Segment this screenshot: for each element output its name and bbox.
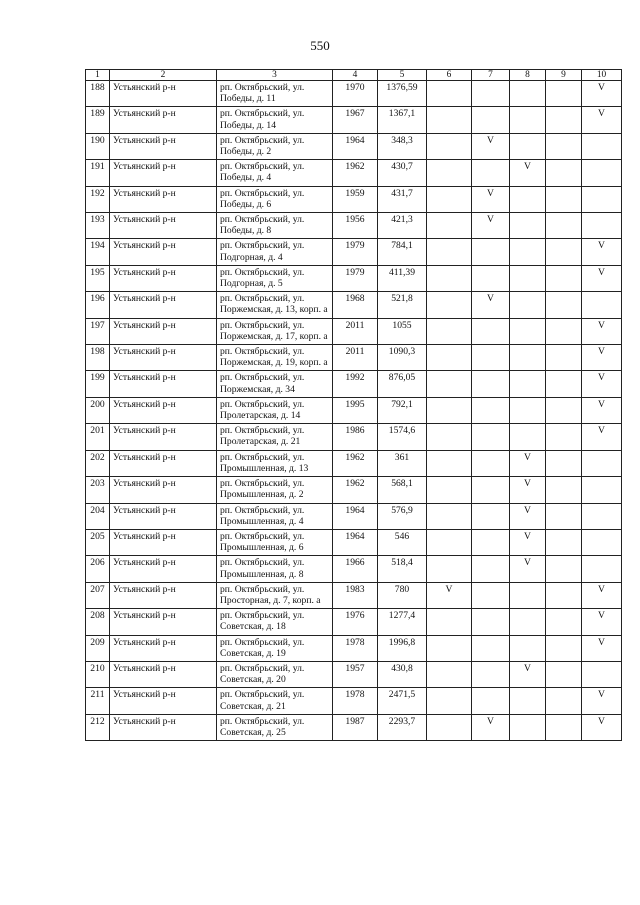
district-cell: Устьянский р-н (110, 213, 217, 239)
year-cell: 1964 (333, 529, 378, 555)
mark-cell-7 (472, 529, 510, 555)
mark-cell-8 (510, 424, 546, 450)
mark-cell-6 (427, 371, 472, 397)
area-cell: 430,7 (378, 160, 427, 186)
year-cell: 1995 (333, 397, 378, 423)
mark-cell-10: V (582, 81, 622, 107)
mark-cell-7 (472, 107, 510, 133)
mark-cell-9 (546, 450, 582, 476)
mark-cell-8 (510, 714, 546, 740)
mark-cell-6 (427, 635, 472, 661)
area-cell: 792,1 (378, 397, 427, 423)
mark-cell-6 (427, 133, 472, 159)
area-cell: 876,05 (378, 371, 427, 397)
mark-cell-8 (510, 265, 546, 291)
table-row (86, 477, 622, 503)
table-row (86, 529, 622, 555)
mark-cell-9 (546, 635, 582, 661)
year-cell: 1964 (333, 503, 378, 529)
row-number: 207 (86, 582, 110, 608)
year-cell: 1986 (333, 424, 378, 450)
mark-cell-8 (510, 81, 546, 107)
mark-cell-9 (546, 265, 582, 291)
mark-cell-7: V (472, 186, 510, 212)
area-cell: 1376,59 (378, 81, 427, 107)
district-cell: Устьянский р-н (110, 582, 217, 608)
table-row (86, 450, 622, 476)
row-number: 194 (86, 239, 110, 265)
address-cell: рп. Октябрьский, ул. Просторная, д. 7, корп. а (217, 582, 333, 608)
year-cell: 1979 (333, 239, 378, 265)
mark-cell-10: V (582, 582, 622, 608)
mark-cell-8 (510, 345, 546, 371)
table-row (86, 635, 622, 661)
row-number: 196 (86, 292, 110, 318)
area-cell: 421,3 (378, 213, 427, 239)
area-cell: 361 (378, 450, 427, 476)
address-cell: рп. Октябрьский, ул. Промышленная, д. 4 (217, 503, 333, 529)
mark-cell-9 (546, 318, 582, 344)
mark-cell-9 (546, 582, 582, 608)
mark-cell-9 (546, 424, 582, 450)
column-header-4: 4 (333, 70, 378, 81)
address-cell: рп. Октябрьский, ул. Советская, д. 20 (217, 661, 333, 687)
mark-cell-8 (510, 133, 546, 159)
table-row (86, 107, 622, 133)
column-header-3: 3 (217, 70, 333, 81)
year-cell: 1983 (333, 582, 378, 608)
table-header-row (86, 70, 622, 81)
area-cell: 1090,3 (378, 345, 427, 371)
mark-cell-9 (546, 213, 582, 239)
mark-cell-8 (510, 213, 546, 239)
mark-cell-9 (546, 160, 582, 186)
mark-cell-8 (510, 609, 546, 635)
mark-cell-9 (546, 107, 582, 133)
district-cell: Устьянский р-н (110, 160, 217, 186)
address-cell: рп. Октябрьский, ул. Победы, д. 4 (217, 160, 333, 186)
mark-cell-8 (510, 239, 546, 265)
area-cell: 518,4 (378, 556, 427, 582)
mark-cell-9 (546, 688, 582, 714)
row-number: 212 (86, 714, 110, 740)
area-cell: 1367,1 (378, 107, 427, 133)
year-cell: 1962 (333, 477, 378, 503)
mark-cell-7 (472, 424, 510, 450)
row-number: 195 (86, 265, 110, 291)
mark-cell-6 (427, 160, 472, 186)
address-cell: рп. Октябрьский, ул. Победы, д. 14 (217, 107, 333, 133)
district-cell: Устьянский р-н (110, 688, 217, 714)
mark-cell-10 (582, 661, 622, 687)
mark-cell-7: V (472, 133, 510, 159)
year-cell: 1966 (333, 556, 378, 582)
district-cell: Устьянский р-н (110, 345, 217, 371)
table-row (86, 318, 622, 344)
district-cell: Устьянский р-н (110, 107, 217, 133)
area-cell: 2293,7 (378, 714, 427, 740)
mark-cell-7 (472, 160, 510, 186)
mark-cell-10: V (582, 318, 622, 344)
column-header-6: 6 (427, 70, 472, 81)
mark-cell-9 (546, 529, 582, 555)
row-number: 201 (86, 424, 110, 450)
mark-cell-6 (427, 503, 472, 529)
mark-cell-7: V (472, 213, 510, 239)
row-number: 204 (86, 503, 110, 529)
mark-cell-9 (546, 186, 582, 212)
mark-cell-8 (510, 582, 546, 608)
mark-cell-7 (472, 318, 510, 344)
mark-cell-9 (546, 609, 582, 635)
mark-cell-8 (510, 186, 546, 212)
area-cell: 568,1 (378, 477, 427, 503)
area-cell: 1574,6 (378, 424, 427, 450)
mark-cell-10 (582, 477, 622, 503)
row-number: 191 (86, 160, 110, 186)
table-row (86, 397, 622, 423)
address-cell: рп. Октябрьский, ул. Подгорная, д. 5 (217, 265, 333, 291)
district-cell: Устьянский р-н (110, 186, 217, 212)
year-cell: 1987 (333, 714, 378, 740)
mark-cell-8: V (510, 450, 546, 476)
address-cell: рп. Октябрьский, ул. Победы, д. 6 (217, 186, 333, 212)
row-number: 189 (86, 107, 110, 133)
column-header-1: 1 (86, 70, 110, 81)
row-number: 199 (86, 371, 110, 397)
column-header-7: 7 (472, 70, 510, 81)
table-row (86, 292, 622, 318)
area-cell: 1996,8 (378, 635, 427, 661)
address-cell: рп. Октябрьский, ул. Промышленная, д. 8 (217, 556, 333, 582)
district-cell: Устьянский р-н (110, 371, 217, 397)
mark-cell-6 (427, 239, 472, 265)
mark-cell-9 (546, 133, 582, 159)
row-number: 200 (86, 397, 110, 423)
mark-cell-7 (472, 239, 510, 265)
mark-cell-6 (427, 318, 472, 344)
table-row (86, 345, 622, 371)
row-number: 190 (86, 133, 110, 159)
mark-cell-7 (472, 609, 510, 635)
year-cell: 1978 (333, 688, 378, 714)
year-cell: 1967 (333, 107, 378, 133)
year-cell: 1992 (333, 371, 378, 397)
mark-cell-10 (582, 186, 622, 212)
year-cell: 1962 (333, 160, 378, 186)
table-row (86, 424, 622, 450)
mark-cell-10: V (582, 688, 622, 714)
area-cell: 780 (378, 582, 427, 608)
mark-cell-10: V (582, 714, 622, 740)
district-cell: Устьянский р-н (110, 635, 217, 661)
district-cell: Устьянский р-н (110, 81, 217, 107)
mark-cell-8: V (510, 661, 546, 687)
mark-cell-6 (427, 397, 472, 423)
mark-cell-10: V (582, 371, 622, 397)
mark-cell-6 (427, 265, 472, 291)
area-cell: 546 (378, 529, 427, 555)
column-header-9: 9 (546, 70, 582, 81)
mark-cell-6 (427, 556, 472, 582)
row-number: 209 (86, 635, 110, 661)
district-cell: Устьянский р-н (110, 318, 217, 344)
mark-cell-6 (427, 477, 472, 503)
mark-cell-8 (510, 688, 546, 714)
mark-cell-10: V (582, 239, 622, 265)
mark-cell-6 (427, 81, 472, 107)
mark-cell-10 (582, 160, 622, 186)
year-cell: 1976 (333, 609, 378, 635)
address-cell: рп. Октябрьский, ул. Советская, д. 19 (217, 635, 333, 661)
address-cell: рп. Октябрьский, ул. Поржемская, д. 13, корп. а (217, 292, 333, 318)
table-row (86, 371, 622, 397)
table-row (86, 213, 622, 239)
row-number: 193 (86, 213, 110, 239)
address-cell: рп. Октябрьский, ул. Промышленная, д. 6 (217, 529, 333, 555)
mark-cell-7 (472, 503, 510, 529)
mark-cell-10 (582, 450, 622, 476)
district-cell: Устьянский р-н (110, 609, 217, 635)
mark-cell-8 (510, 635, 546, 661)
mark-cell-7 (472, 582, 510, 608)
row-number: 203 (86, 477, 110, 503)
year-cell: 1959 (333, 186, 378, 212)
area-cell: 784,1 (378, 239, 427, 265)
area-cell: 1277,4 (378, 609, 427, 635)
address-cell: рп. Октябрьский, ул. Советская, д. 18 (217, 609, 333, 635)
table-row (86, 186, 622, 212)
district-cell: Устьянский р-н (110, 133, 217, 159)
mark-cell-9 (546, 714, 582, 740)
district-cell: Устьянский р-н (110, 503, 217, 529)
table-row (86, 239, 622, 265)
mark-cell-8: V (510, 503, 546, 529)
mark-cell-10 (582, 292, 622, 318)
district-cell: Устьянский р-н (110, 265, 217, 291)
address-cell: рп. Октябрьский, ул. Пролетарская, д. 21 (217, 424, 333, 450)
mark-cell-8 (510, 318, 546, 344)
year-cell: 1978 (333, 635, 378, 661)
page-number: 550 (310, 38, 330, 53)
area-cell: 431,7 (378, 186, 427, 212)
mark-cell-10: V (582, 107, 622, 133)
year-cell: 2011 (333, 318, 378, 344)
mark-cell-10: V (582, 397, 622, 423)
table-row (86, 265, 622, 291)
mark-cell-10: V (582, 609, 622, 635)
district-cell: Устьянский р-н (110, 239, 217, 265)
mark-cell-9 (546, 81, 582, 107)
mark-cell-7: V (472, 292, 510, 318)
mark-cell-8: V (510, 477, 546, 503)
mark-cell-6 (427, 186, 472, 212)
mark-cell-9 (546, 371, 582, 397)
mark-cell-6 (427, 107, 472, 133)
year-cell: 1956 (333, 213, 378, 239)
row-number: 210 (86, 661, 110, 687)
column-header-8: 8 (510, 70, 546, 81)
mark-cell-8: V (510, 529, 546, 555)
column-header-10: 10 (582, 70, 622, 81)
mark-cell-6 (427, 609, 472, 635)
mark-cell-6 (427, 529, 472, 555)
mark-cell-7 (472, 371, 510, 397)
area-cell: 430,8 (378, 661, 427, 687)
mark-cell-8 (510, 292, 546, 318)
row-number: 188 (86, 81, 110, 107)
mark-cell-7 (472, 397, 510, 423)
mark-cell-6 (427, 345, 472, 371)
district-cell: Устьянский р-н (110, 714, 217, 740)
table-row (86, 81, 622, 107)
year-cell: 1970 (333, 81, 378, 107)
mark-cell-7 (472, 81, 510, 107)
table-row (86, 133, 622, 159)
mark-cell-10: V (582, 635, 622, 661)
mark-cell-7 (472, 661, 510, 687)
district-cell: Устьянский р-н (110, 397, 217, 423)
mark-cell-9 (546, 345, 582, 371)
mark-cell-6: V (427, 582, 472, 608)
address-cell: рп. Октябрьский, ул. Промышленная, д. 13 (217, 450, 333, 476)
mark-cell-10 (582, 529, 622, 555)
district-cell: Устьянский р-н (110, 477, 217, 503)
mark-cell-6 (427, 661, 472, 687)
mark-cell-10: V (582, 345, 622, 371)
mark-cell-9 (546, 556, 582, 582)
mark-cell-10: V (582, 265, 622, 291)
district-cell: Устьянский р-н (110, 424, 217, 450)
table-row (86, 160, 622, 186)
mark-cell-10 (582, 556, 622, 582)
address-cell: рп. Октябрьский, ул. Поржемская, д. 19, корп. а (217, 345, 333, 371)
area-cell: 576,9 (378, 503, 427, 529)
year-cell: 2011 (333, 345, 378, 371)
column-header-2: 2 (110, 70, 217, 81)
row-number: 197 (86, 318, 110, 344)
row-number: 206 (86, 556, 110, 582)
address-cell: рп. Октябрьский, ул. Подгорная, д. 4 (217, 239, 333, 265)
mark-cell-7 (472, 688, 510, 714)
address-cell: рп. Октябрьский, ул. Промышленная, д. 2 (217, 477, 333, 503)
housing-table (85, 69, 622, 741)
mark-cell-8 (510, 371, 546, 397)
year-cell: 1979 (333, 265, 378, 291)
district-cell: Устьянский р-н (110, 529, 217, 555)
mark-cell-6 (427, 213, 472, 239)
area-cell: 348,3 (378, 133, 427, 159)
table-row (86, 556, 622, 582)
mark-cell-9 (546, 292, 582, 318)
mark-cell-8: V (510, 160, 546, 186)
mark-cell-8 (510, 397, 546, 423)
table-row (86, 503, 622, 529)
row-number: 202 (86, 450, 110, 476)
mark-cell-8 (510, 107, 546, 133)
mark-cell-9 (546, 397, 582, 423)
mark-cell-6 (427, 292, 472, 318)
column-header-5: 5 (378, 70, 427, 81)
address-cell: рп. Октябрьский, ул. Победы, д. 2 (217, 133, 333, 159)
mark-cell-7 (472, 450, 510, 476)
mark-cell-7 (472, 556, 510, 582)
area-cell: 2471,5 (378, 688, 427, 714)
mark-cell-7: V (472, 714, 510, 740)
address-cell: рп. Октябрьский, ул. Победы, д. 11 (217, 81, 333, 107)
table-row (86, 688, 622, 714)
mark-cell-6 (427, 688, 472, 714)
year-cell: 1962 (333, 450, 378, 476)
district-cell: Устьянский р-н (110, 661, 217, 687)
table-row (86, 661, 622, 687)
address-cell: рп. Октябрьский, ул. Советская, д. 21 (217, 688, 333, 714)
mark-cell-7 (472, 635, 510, 661)
row-number: 205 (86, 529, 110, 555)
mark-cell-9 (546, 477, 582, 503)
row-number: 192 (86, 186, 110, 212)
mark-cell-7 (472, 265, 510, 291)
table-row (86, 609, 622, 635)
mark-cell-9 (546, 239, 582, 265)
address-cell: рп. Октябрьский, ул. Советская, д. 25 (217, 714, 333, 740)
address-cell: рп. Октябрьский, ул. Поржемская, д. 34 (217, 371, 333, 397)
address-cell: рп. Октябрьский, ул. Поржемская, д. 17, корп. а (217, 318, 333, 344)
table-body (86, 81, 622, 741)
mark-cell-10 (582, 133, 622, 159)
mark-cell-9 (546, 661, 582, 687)
year-cell: 1957 (333, 661, 378, 687)
mark-cell-9 (546, 503, 582, 529)
area-cell: 521,8 (378, 292, 427, 318)
table-row (86, 582, 622, 608)
district-cell: Устьянский р-н (110, 450, 217, 476)
mark-cell-6 (427, 424, 472, 450)
district-cell: Устьянский р-н (110, 556, 217, 582)
mark-cell-8: V (510, 556, 546, 582)
address-cell: рп. Октябрьский, ул. Пролетарская, д. 14 (217, 397, 333, 423)
mark-cell-6 (427, 450, 472, 476)
row-number: 198 (86, 345, 110, 371)
row-number: 211 (86, 688, 110, 714)
mark-cell-7 (472, 345, 510, 371)
mark-cell-7 (472, 477, 510, 503)
address-cell: рп. Октябрьский, ул. Победы, д. 8 (217, 213, 333, 239)
mark-cell-10 (582, 503, 622, 529)
mark-cell-6 (427, 714, 472, 740)
table-row (86, 714, 622, 740)
mark-cell-10 (582, 213, 622, 239)
area-cell: 1055 (378, 318, 427, 344)
district-cell: Устьянский р-н (110, 292, 217, 318)
year-cell: 1968 (333, 292, 378, 318)
mark-cell-10: V (582, 424, 622, 450)
row-number: 208 (86, 609, 110, 635)
area-cell: 411,39 (378, 265, 427, 291)
year-cell: 1964 (333, 133, 378, 159)
